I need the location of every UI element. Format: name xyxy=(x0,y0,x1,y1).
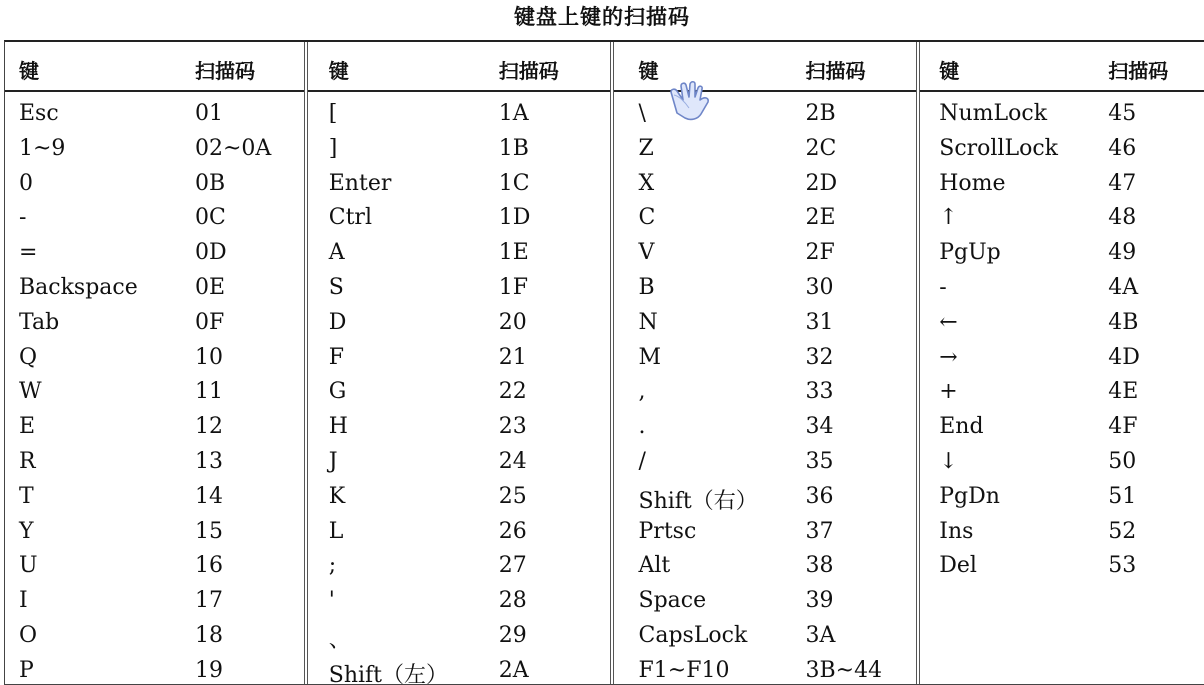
key-name: - xyxy=(939,274,947,300)
scan-code: 2F xyxy=(805,240,835,266)
scan-code: 32 xyxy=(805,344,834,370)
table-row xyxy=(614,308,917,343)
table-row xyxy=(5,551,304,586)
table-row xyxy=(308,203,610,238)
table-row xyxy=(920,273,1204,308)
key-name: + xyxy=(939,379,958,405)
key-name: ↑ xyxy=(939,205,958,231)
table-row xyxy=(920,447,1204,482)
scan-code: 51 xyxy=(1108,483,1137,509)
header-key: 键 xyxy=(638,59,659,83)
scan-code: 52 xyxy=(1108,518,1137,544)
table-row xyxy=(920,308,1204,343)
scan-code: 23 xyxy=(498,414,527,440)
scan-code: 24 xyxy=(498,448,527,474)
key-name: End xyxy=(939,414,984,440)
scan-code: 0B xyxy=(195,170,226,196)
key-name: Enter xyxy=(328,170,392,196)
table-row xyxy=(614,203,917,238)
table-row xyxy=(5,343,304,378)
key-name: 、 xyxy=(328,627,351,653)
scan-code: 3A xyxy=(805,622,836,648)
scan-code: 18 xyxy=(195,622,223,648)
table-row xyxy=(5,621,304,656)
header-key: 键 xyxy=(19,59,39,83)
scan-code: 26 xyxy=(498,518,527,544)
table-row xyxy=(920,169,1204,204)
key-name: ScrollLock xyxy=(939,135,1058,161)
table-row xyxy=(920,412,1204,447)
key-name: PgUp xyxy=(939,240,1001,266)
key-name: H xyxy=(328,414,348,440)
table-row xyxy=(614,134,917,169)
table-row xyxy=(308,517,610,552)
scan-code: 47 xyxy=(1108,170,1137,196)
table-row xyxy=(5,377,304,412)
key-name: Y xyxy=(19,518,34,544)
key-name: ← xyxy=(939,309,958,335)
table-row xyxy=(920,551,1204,586)
scan-code: 29 xyxy=(498,622,527,648)
key-name: K xyxy=(328,483,346,509)
table-row xyxy=(308,169,610,204)
table-row xyxy=(614,482,917,517)
table-row xyxy=(308,482,610,517)
table-row xyxy=(920,517,1204,552)
table-row xyxy=(308,99,610,134)
key-name: Ctrl xyxy=(328,205,372,231)
key-name: B xyxy=(638,274,655,300)
header-scan-code: 扫描码 xyxy=(195,59,255,83)
key-name: U xyxy=(19,553,38,579)
key-name: NumLock xyxy=(939,101,1048,126)
key-name: ' xyxy=(328,588,335,614)
key-name: 0 xyxy=(19,170,33,196)
scan-code: 3B~44 xyxy=(805,657,883,683)
table-row xyxy=(614,551,917,586)
key-name: Del xyxy=(939,553,977,579)
table-row xyxy=(5,517,304,552)
table-row xyxy=(5,656,304,685)
column-group-1 xyxy=(5,42,308,684)
table-row xyxy=(5,412,304,447)
header-scan-code: 扫描码 xyxy=(1108,59,1169,83)
table-row xyxy=(614,517,917,552)
key-name: E xyxy=(19,414,36,440)
table-header xyxy=(920,42,1204,92)
table-row xyxy=(5,447,304,482)
key-name: Space xyxy=(638,588,707,614)
scan-code: 15 xyxy=(195,518,223,544)
column-group-2 xyxy=(308,42,614,684)
table-row xyxy=(308,134,610,169)
scan-code: 1E xyxy=(498,240,529,266)
scan-code: 49 xyxy=(1108,240,1137,266)
key-name: I xyxy=(19,588,28,614)
scan-code: 48 xyxy=(1108,205,1137,231)
key-name: S xyxy=(328,274,344,300)
key-name: O xyxy=(19,622,38,648)
table-row xyxy=(5,308,304,343)
scan-code: 12 xyxy=(195,414,223,440)
table-row xyxy=(920,203,1204,238)
key-name: Backspace xyxy=(19,274,138,300)
table-row xyxy=(614,273,917,308)
scan-code: 14 xyxy=(195,483,223,509)
scan-code: 37 xyxy=(805,518,834,544)
key-name: F1~F10 xyxy=(638,657,730,683)
scan-code: 0C xyxy=(195,205,226,231)
scan-code: 30 xyxy=(805,274,834,300)
table-row xyxy=(308,412,610,447)
table-row xyxy=(5,169,304,204)
scan-code: 1C xyxy=(498,170,530,196)
scan-code: 19 xyxy=(195,657,223,683)
key-name: D xyxy=(328,309,347,335)
scan-code: 2B xyxy=(805,101,836,126)
scan-code: 0D xyxy=(195,240,227,266)
scan-code: 20 xyxy=(498,309,527,335)
table-row xyxy=(614,447,917,482)
table-row xyxy=(308,308,610,343)
key-name: → xyxy=(939,344,958,370)
scan-code: 4E xyxy=(1108,379,1139,405)
scan-code: 2E xyxy=(805,205,836,231)
table-row xyxy=(920,134,1204,169)
key-name: ; xyxy=(328,553,337,579)
key-name: J xyxy=(328,448,338,474)
scan-code: 4A xyxy=(1108,274,1139,300)
scan-code: 1B xyxy=(498,135,529,161)
header-scan-code: 扫描码 xyxy=(498,59,559,83)
scan-code: 28 xyxy=(498,588,527,614)
scan-code: 53 xyxy=(1108,553,1137,579)
scan-code: 4D xyxy=(1108,344,1140,370)
scan-code: 02~0A xyxy=(195,135,272,161)
table-row xyxy=(614,99,917,134)
scan-code: 1D xyxy=(498,205,531,231)
key-name: Home xyxy=(939,170,1006,196)
table-row xyxy=(5,482,304,517)
table-row xyxy=(308,656,610,685)
key-name: PgDn xyxy=(939,483,1000,509)
key-name: Tab xyxy=(19,309,60,335)
table-row xyxy=(5,586,304,621)
key-name: W xyxy=(19,379,42,405)
page-title: 键盘上键的扫描码 xyxy=(514,5,690,29)
key-name: [ xyxy=(328,101,338,126)
key-name: . xyxy=(638,414,646,440)
key-name: - xyxy=(19,205,27,231)
key-name: Shift（左） xyxy=(328,662,449,685)
scan-code: 10 xyxy=(195,344,223,370)
scan-code: 45 xyxy=(1108,101,1137,126)
column-group-4 xyxy=(920,42,1204,684)
scan-code: 33 xyxy=(805,379,834,405)
scan-code: 38 xyxy=(805,553,834,579)
key-name: N xyxy=(638,309,658,335)
key-name: Z xyxy=(638,135,654,161)
scan-code: 2A xyxy=(498,657,529,683)
key-name: L xyxy=(328,518,344,544)
header-scan-code: 扫描码 xyxy=(805,59,866,83)
scan-code: 01 xyxy=(195,101,223,126)
scan-code: 31 xyxy=(805,309,834,335)
scan-code: 35 xyxy=(805,448,834,474)
scan-code: 2C xyxy=(805,135,837,161)
scan-code: 39 xyxy=(805,588,834,614)
key-name: P xyxy=(19,657,34,683)
scan-code: 21 xyxy=(498,344,527,370)
key-name: = xyxy=(19,240,38,266)
table-row xyxy=(920,238,1204,273)
scan-code: 1F xyxy=(498,274,529,300)
key-name: Q xyxy=(19,344,38,370)
key-name: R xyxy=(19,448,36,474)
key-name: CapsLock xyxy=(638,622,748,648)
scan-code: 17 xyxy=(195,588,223,614)
key-name: T xyxy=(19,483,34,509)
key-name: \ xyxy=(638,101,646,126)
table-row xyxy=(614,343,917,378)
table-row xyxy=(308,447,610,482)
table-row xyxy=(920,99,1204,134)
table-row xyxy=(614,621,917,656)
hand-pointer-icon xyxy=(665,80,715,122)
key-name: ↓ xyxy=(939,448,958,474)
key-name: C xyxy=(638,205,656,231)
table-row xyxy=(5,99,304,134)
key-name: A xyxy=(328,240,345,266)
table-row xyxy=(614,586,917,621)
table-row xyxy=(308,551,610,586)
scan-code: 4F xyxy=(1108,414,1138,440)
scan-code: 25 xyxy=(498,483,527,509)
rows xyxy=(308,99,610,685)
scan-code: 50 xyxy=(1108,448,1137,474)
table-row xyxy=(614,238,917,273)
scan-code: 0F xyxy=(195,309,225,335)
table-row xyxy=(920,343,1204,378)
table-row xyxy=(308,273,610,308)
key-name: Alt xyxy=(638,553,671,579)
table-row xyxy=(308,586,610,621)
table-row xyxy=(308,377,610,412)
table-row xyxy=(614,656,917,685)
key-name: G xyxy=(328,379,347,405)
key-name: , xyxy=(638,379,646,405)
table-row xyxy=(308,621,610,656)
key-name: F xyxy=(328,344,345,370)
scan-code: 2D xyxy=(805,170,838,196)
table-row xyxy=(920,377,1204,412)
scan-code: 46 xyxy=(1108,135,1137,161)
rows xyxy=(614,99,917,685)
table-row xyxy=(308,343,610,378)
table-row xyxy=(5,134,304,169)
scan-code: 22 xyxy=(498,379,527,405)
column-group-3 xyxy=(614,42,921,684)
scan-code: 0E xyxy=(195,274,226,300)
key-name: Shift（右） xyxy=(638,488,758,514)
header-key: 键 xyxy=(939,59,960,83)
key-name: M xyxy=(638,344,662,370)
scan-code-table xyxy=(4,40,1204,685)
table-row xyxy=(5,203,304,238)
header-key: 键 xyxy=(328,59,349,83)
table-row xyxy=(614,377,917,412)
table-header xyxy=(308,42,610,92)
table-header xyxy=(614,42,917,92)
scan-code: 16 xyxy=(195,553,223,579)
scan-code: 13 xyxy=(195,448,223,474)
key-name: V xyxy=(638,240,655,266)
table-row xyxy=(614,169,917,204)
key-name: Prtsc xyxy=(638,518,697,544)
table-row xyxy=(5,238,304,273)
table-row xyxy=(5,273,304,308)
rows xyxy=(920,99,1204,586)
scan-code: 27 xyxy=(498,553,527,579)
table-row xyxy=(614,412,917,447)
table-header xyxy=(5,42,304,92)
scan-code: 34 xyxy=(805,414,834,440)
scan-code: 11 xyxy=(195,379,223,405)
key-name: / xyxy=(638,448,646,474)
key-name: Ins xyxy=(939,518,974,544)
key-name: Esc xyxy=(19,101,59,126)
key-name: ] xyxy=(328,135,338,161)
scan-code: 36 xyxy=(805,483,834,509)
rows xyxy=(5,99,304,685)
key-name: X xyxy=(638,170,655,196)
scan-code: 1A xyxy=(498,101,529,126)
scan-code: 4B xyxy=(1108,309,1139,335)
table-row xyxy=(308,238,610,273)
table-row xyxy=(920,482,1204,517)
key-name: 1~9 xyxy=(19,135,66,161)
